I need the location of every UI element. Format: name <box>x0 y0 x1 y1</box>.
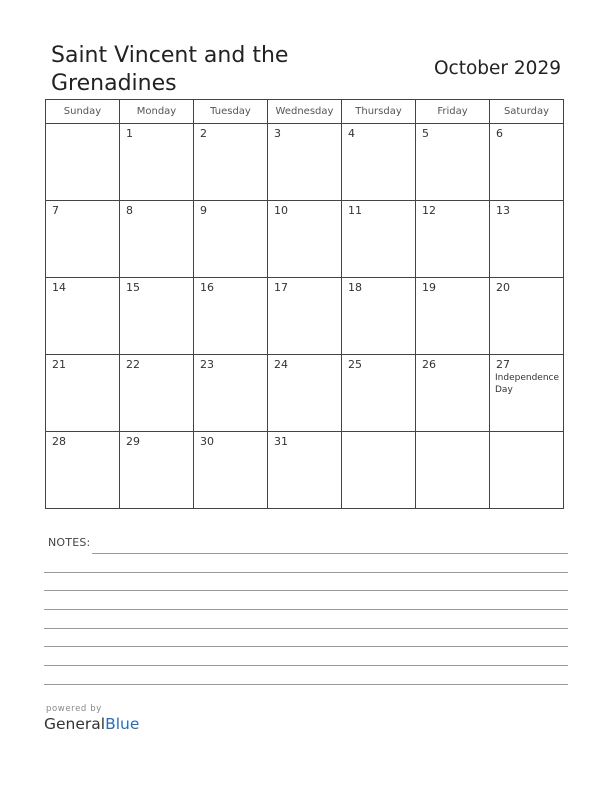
notes-line <box>44 609 568 610</box>
day-number: 10 <box>274 204 288 217</box>
day-cell <box>416 201 490 278</box>
generalblue-logo <box>44 704 139 733</box>
calendar-grid <box>45 99 564 509</box>
powered-by-text: powered by <box>46 704 102 714</box>
day-number: 28 <box>52 435 66 448</box>
day-number: 7 <box>52 204 59 217</box>
day-cell <box>490 278 564 355</box>
day-number: 15 <box>126 281 140 294</box>
day-cell <box>46 124 120 201</box>
brand-name <box>44 715 139 733</box>
calendar-week-row <box>46 355 564 432</box>
day-number: 8 <box>126 204 133 217</box>
day-cell <box>268 124 342 201</box>
day-cell <box>194 432 268 509</box>
day-cell <box>342 432 416 509</box>
day-cell <box>268 278 342 355</box>
country-title: Saint Vincent and the Grenadines <box>51 43 289 96</box>
calendar-week-row <box>46 278 564 355</box>
day-number: 18 <box>348 281 362 294</box>
brand-general: General <box>44 715 106 733</box>
day-cell <box>120 355 194 432</box>
notes-line <box>44 646 568 647</box>
day-number: 6 <box>496 127 503 140</box>
day-number: 31 <box>274 435 288 448</box>
day-number: 27 <box>496 358 510 371</box>
weekday-wednesday: Wednesday <box>268 100 342 124</box>
day-cell <box>342 278 416 355</box>
notes-line <box>44 665 568 666</box>
day-number: 23 <box>200 358 214 371</box>
notes-line <box>44 572 568 573</box>
weekday-monday: Monday <box>120 100 194 124</box>
weekday-friday: Friday <box>416 100 490 124</box>
day-number: 12 <box>422 204 436 217</box>
day-cell <box>194 355 268 432</box>
day-cell <box>46 201 120 278</box>
day-number: 22 <box>126 358 140 371</box>
day-number: 9 <box>200 204 207 217</box>
notes-label: NOTES: <box>48 536 91 549</box>
day-cell <box>120 278 194 355</box>
day-cell <box>120 432 194 509</box>
day-number: 1 <box>126 127 133 140</box>
day-cell <box>416 278 490 355</box>
day-cell <box>490 432 564 509</box>
day-cell <box>194 124 268 201</box>
day-number: 11 <box>348 204 362 217</box>
day-cell <box>342 201 416 278</box>
day-number: 29 <box>126 435 140 448</box>
weekday-thursday: Thursday <box>342 100 416 124</box>
day-cell <box>490 201 564 278</box>
day-number: 30 <box>200 435 214 448</box>
day-cell <box>120 201 194 278</box>
day-number: 20 <box>496 281 510 294</box>
day-number: 25 <box>348 358 362 371</box>
calendar-week-row <box>46 432 564 509</box>
weekday-saturday: Saturday <box>490 100 564 124</box>
day-cell <box>268 355 342 432</box>
day-cell <box>416 432 490 509</box>
weekday-header-row <box>46 100 564 124</box>
weekday-tuesday: Tuesday <box>194 100 268 124</box>
calendar-week-row <box>46 201 564 278</box>
day-cell <box>46 432 120 509</box>
notes-line <box>44 684 568 685</box>
day-number: 2 <box>200 127 207 140</box>
day-cell <box>490 124 564 201</box>
day-cell <box>342 124 416 201</box>
day-cell <box>342 355 416 432</box>
day-number: 26 <box>422 358 436 371</box>
day-number: 3 <box>274 127 281 140</box>
calendar-week-row <box>46 124 564 201</box>
day-number: 24 <box>274 358 288 371</box>
weekday-sunday: Sunday <box>46 100 120 124</box>
brand-blue: Blue <box>105 715 140 733</box>
day-cell <box>46 278 120 355</box>
notes-line <box>44 628 568 629</box>
day-number: 17 <box>274 281 288 294</box>
notes-line <box>44 590 568 591</box>
day-cell <box>490 355 564 432</box>
day-cell <box>416 355 490 432</box>
day-number: 21 <box>52 358 66 371</box>
month-year: October 2029 <box>434 58 561 79</box>
day-cell <box>120 124 194 201</box>
day-number: 14 <box>52 281 66 294</box>
day-number: 19 <box>422 281 436 294</box>
day-cell <box>268 201 342 278</box>
day-cell <box>416 124 490 201</box>
holiday-label: Independence Day <box>495 373 560 395</box>
day-cell <box>194 278 268 355</box>
day-number: 4 <box>348 127 355 140</box>
notes-line <box>92 553 568 554</box>
day-number: 16 <box>200 281 214 294</box>
day-cell <box>268 432 342 509</box>
day-number: 5 <box>422 127 429 140</box>
day-number: 13 <box>496 204 510 217</box>
day-cell <box>46 355 120 432</box>
day-cell <box>194 201 268 278</box>
